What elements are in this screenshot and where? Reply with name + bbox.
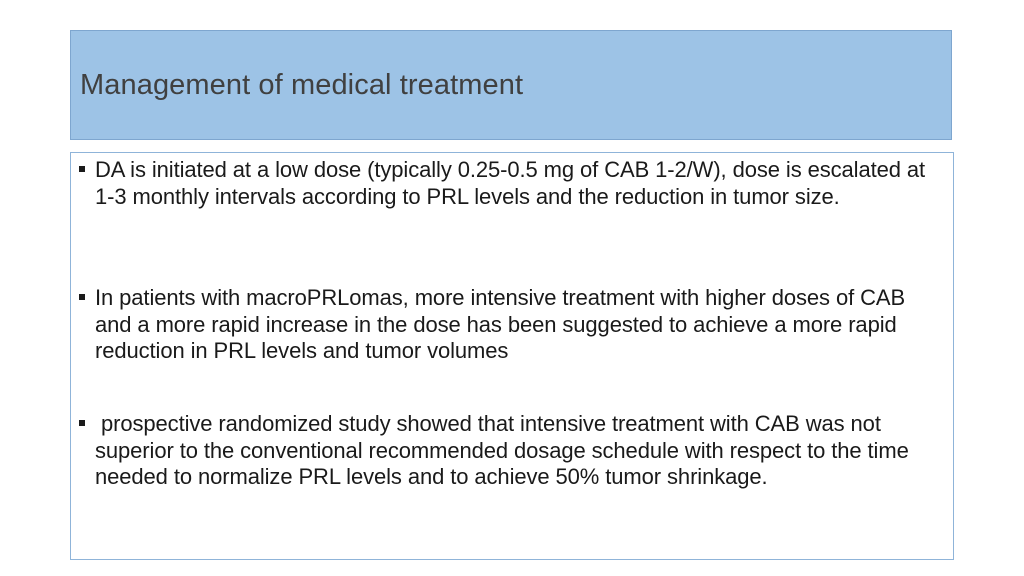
content-box — [70, 152, 954, 560]
bullet-item — [79, 285, 939, 365]
slide-title: Management of medical treatment — [80, 69, 524, 101]
bullet-item — [79, 411, 939, 491]
bullet-item — [79, 157, 939, 210]
bullet-text: DA is initiated at a low dose (typically 0.25-0.5 mg of CAB 1-2/W), dose is escalated at 1-3 monthly intervals according to PRL levels and the reduction in tumor size. — [95, 157, 926, 209]
square-bullet-icon — [79, 420, 85, 426]
square-bullet-icon — [79, 294, 85, 300]
bullet-text: prospective randomized study showed that intensive treatment with CAB was not superior to the conventional recommended dosage schedule with respect to the time needed to normalize PRL levels and to achieve 50% tumor shrinkage. — [95, 411, 915, 489]
square-bullet-icon — [79, 166, 85, 172]
bullet-text: In patients with macroPRLomas, more intensive treatment with higher doses of CAB and a more rapid increase in the dose has been suggested to achieve a more rapid reduction in PRL levels and tumor volumes — [95, 285, 906, 363]
title-box — [70, 30, 952, 140]
